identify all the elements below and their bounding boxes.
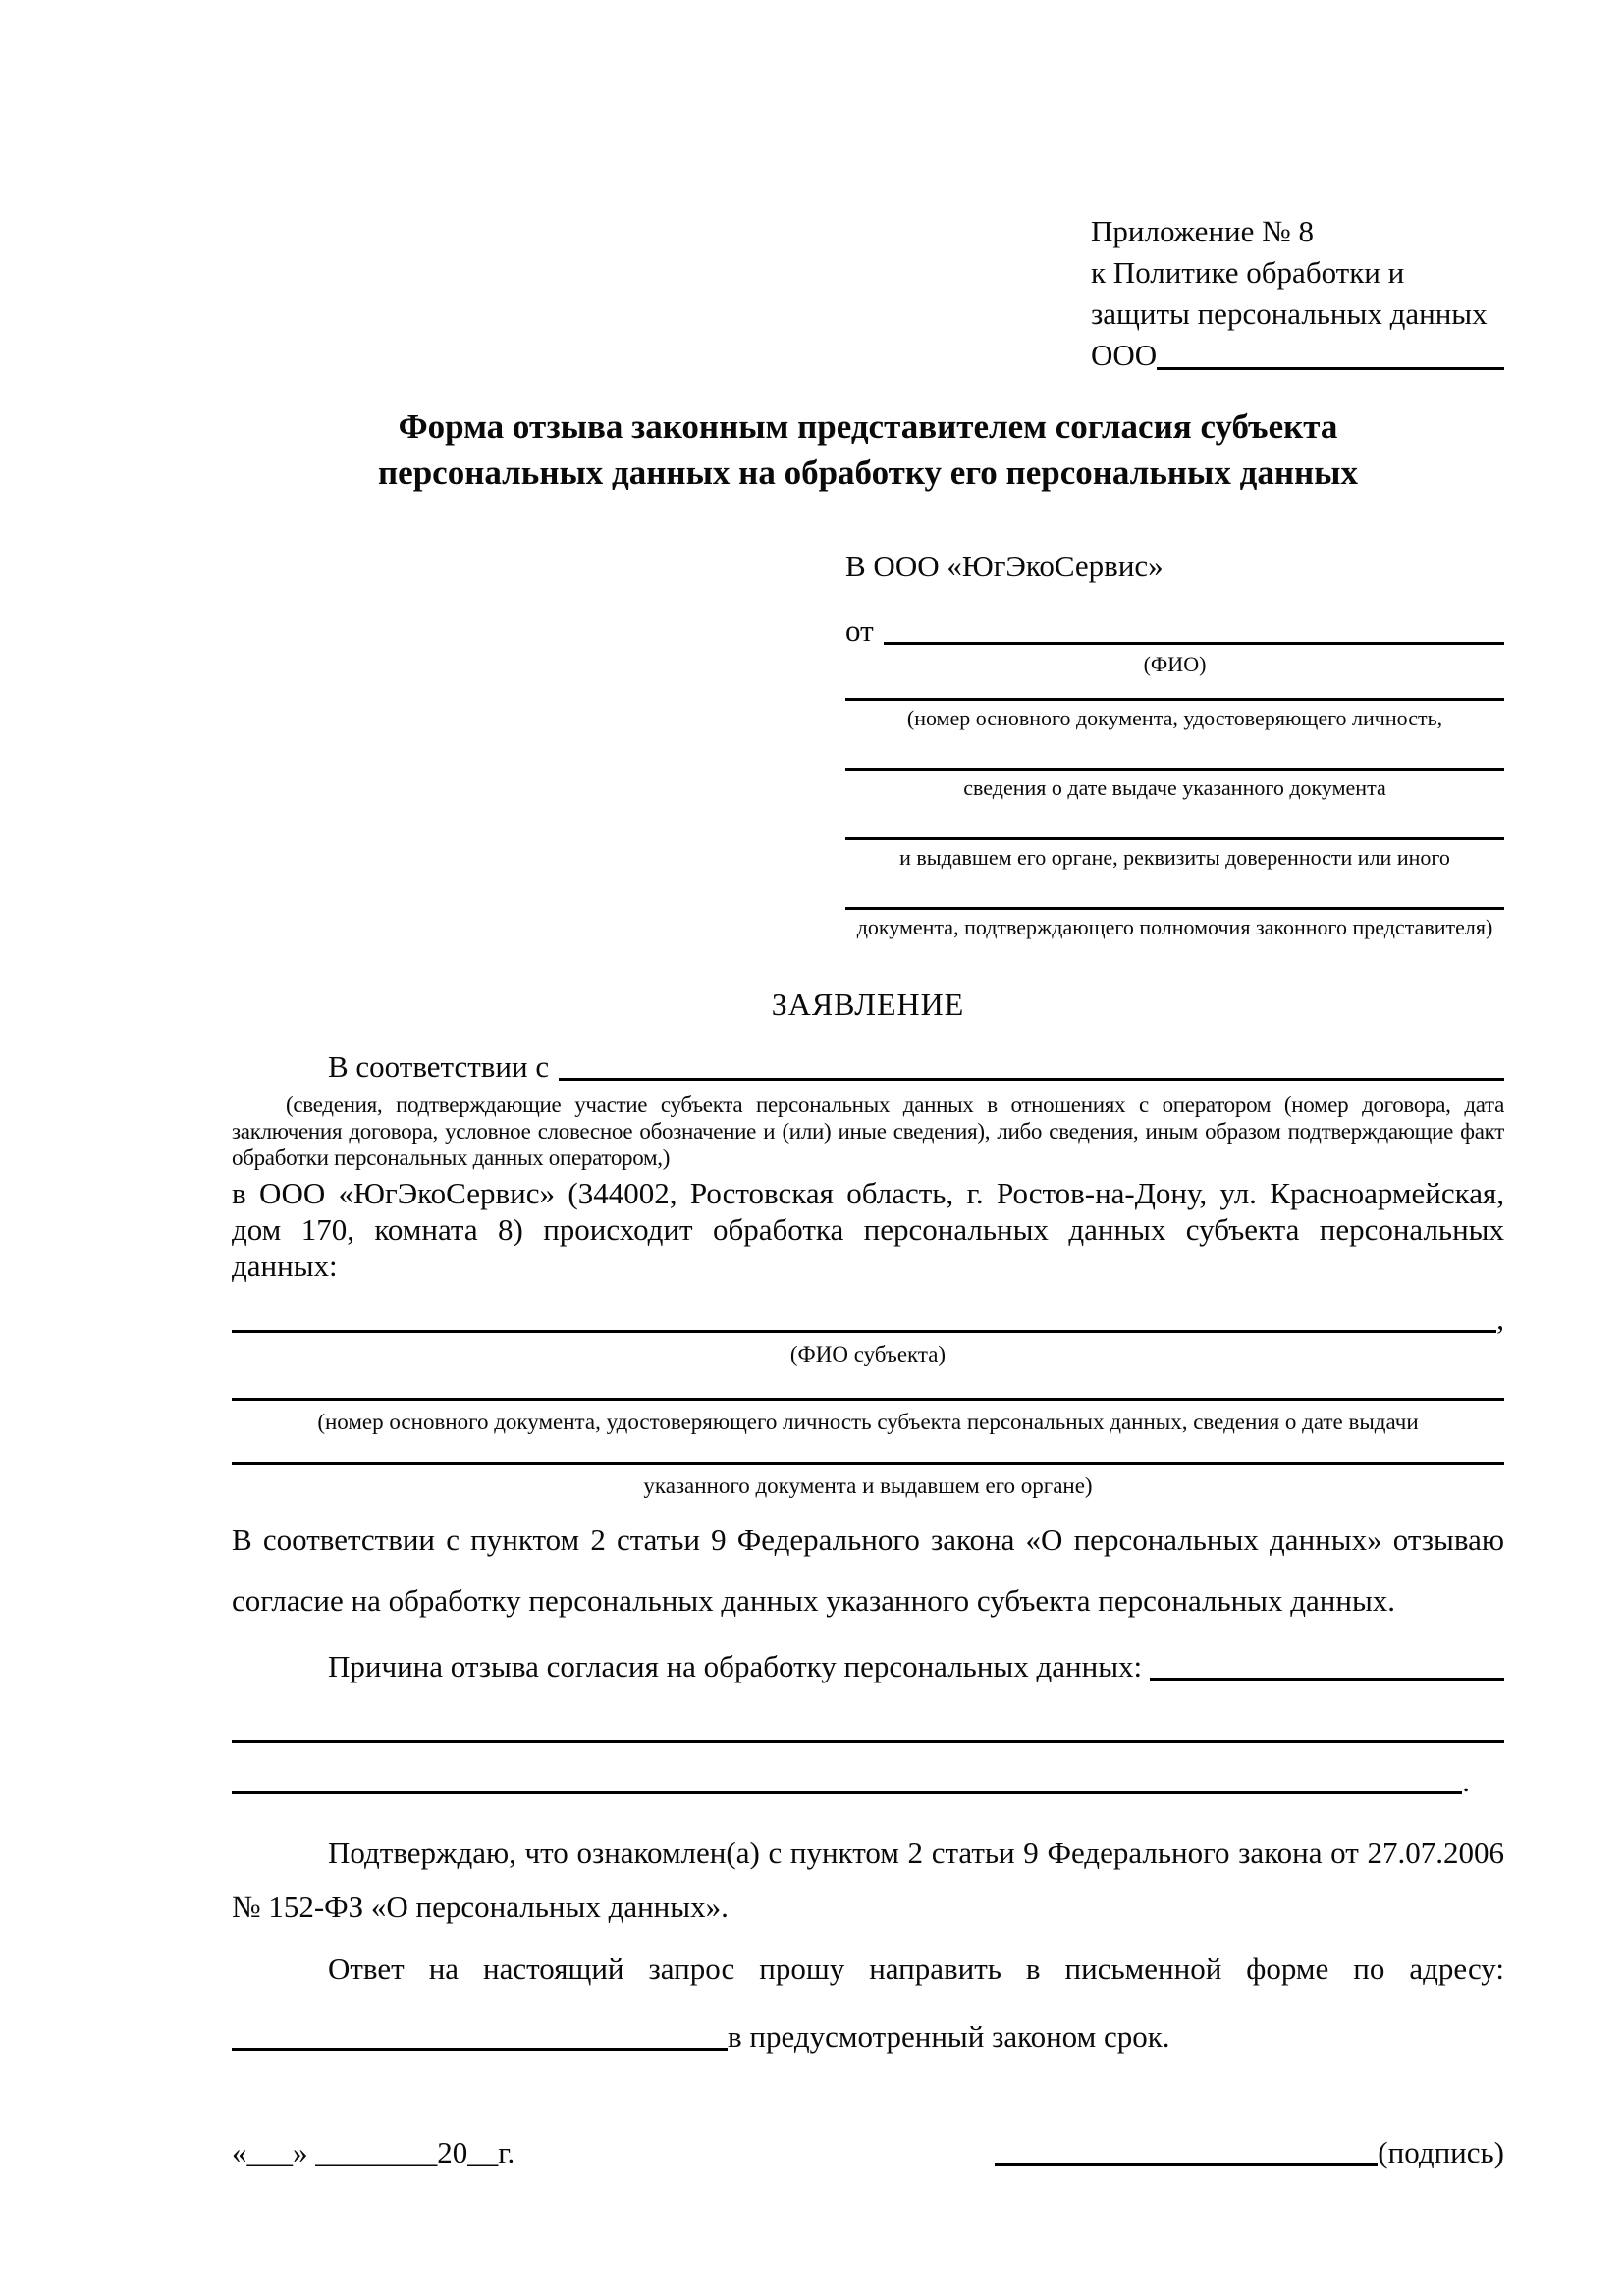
in-accordance-row	[232, 1047, 1504, 1087]
subject-fio-caption: (ФИО субъекта)	[789, 1342, 947, 1366]
appendix-policy-line-2: защиты персональных данных	[1091, 296, 1488, 331]
reply-paragraph: Ответ на настоящий запрос прошу направить в письменной форме по адресу:	[328, 1951, 1504, 1986]
appendix-number: Приложение № 8	[1091, 214, 1314, 248]
blank-field	[845, 768, 1504, 802]
confirm-paragraph: Подтверждаю, что ознакомлен(а) с пунктом 2 статьи 9 Федерального закона от 27.07.2006 № 152-ФЗ «О персональных данных».	[232, 1836, 1504, 1924]
company-label: ООО	[1091, 338, 1158, 372]
comma-mark: ,	[1496, 1302, 1504, 1336]
company-name-blank	[1157, 367, 1504, 370]
from-label: от	[845, 614, 874, 648]
signature-caption: (подпись)	[1378, 2135, 1504, 2169]
appendix-header	[1091, 211, 1504, 376]
blank-line	[845, 837, 1504, 840]
appendix-policy-line: к Политике обработки и	[1091, 255, 1405, 290]
signature-block	[995, 2133, 1504, 2172]
blank-field	[845, 907, 1504, 941]
paragraph-indent	[232, 1647, 328, 1686]
subject-doc-blank-line	[232, 1398, 1504, 1401]
blank-field	[845, 837, 1504, 872]
blank-line	[845, 907, 1504, 910]
company-blank-row	[1091, 335, 1504, 376]
statement-heading: ЗАЯВЛЕНИЕ	[771, 987, 965, 1022]
in-accordance-label: В соответствии с	[328, 1049, 550, 1084]
blank-caption: документа, подтверждающего полномочия законного представителя)	[856, 915, 1493, 939]
reason-blank	[1150, 1678, 1504, 1681]
fio-caption: (ФИО)	[1143, 652, 1207, 676]
reply-address-blank	[232, 2048, 728, 2051]
subject-doc-caption-2: указанного документа и выдавшем его органе)	[643, 1473, 1093, 1498]
blank-caption: сведения о дате выдаче указанного документа	[963, 775, 1386, 800]
document-title	[232, 403, 1504, 496]
reason-row	[232, 1647, 1504, 1686]
signature-footer	[232, 2133, 1504, 2172]
reason-blank-line-2-row	[232, 1763, 1470, 1800]
date-blank-line: «___» ________20__г.	[232, 2135, 515, 2169]
blank-line	[845, 698, 1504, 701]
document-title-line-2: персональных данных на обработку его персональных данных	[378, 454, 1358, 492]
from-name-blank	[884, 642, 1504, 645]
reply-address-row	[232, 2017, 1504, 2056]
blank-field	[845, 698, 1504, 732]
signature-blank	[995, 2163, 1378, 2166]
reason-label: Причина отзыва согласия на обработку персональных данных:	[328, 1649, 1143, 1683]
blank-line	[845, 768, 1504, 771]
document-title-line-1: Форма отзыва законным представителем согласия субъекта	[398, 407, 1338, 446]
reason-blank-line-2	[232, 1791, 1462, 1794]
addressee-block	[845, 547, 1504, 941]
blank-caption: и выдавшем его органе, реквизиты доверенности или иного	[899, 845, 1450, 870]
operator-paragraph: в ООО «ЮгЭкоСервис» (344002, Ростовская область, г. Ростов-на-Дону, ул. Красноармейская, дом 170, комната 8) происходит обработка персональных данных субъекта персональных данных:	[232, 1176, 1504, 1283]
subject-doc-caption-1: (номер основного документа, удостоверяющего личность субъекта персональных данных, сведения о дате выдачи	[317, 1410, 1419, 1434]
blank-caption: (номер основного документа, удостоверяющего личность,	[906, 706, 1443, 730]
from-blank-row	[845, 612, 1504, 651]
reason-blank-line-1	[232, 1740, 1504, 1743]
reply-tail-text: в предусмотренный законом срок.	[728, 2019, 1170, 2054]
in-accordance-blank	[559, 1078, 1504, 1081]
addressee-company: В ООО «ЮгЭкоСервис»	[845, 549, 1164, 583]
subject-doc-blank-line-2	[232, 1462, 1504, 1465]
period-mark: .	[1462, 1764, 1470, 1798]
withdrawal-paragraph: В соответствии с пунктом 2 статьи 9 Федерального закона «О персональных данных» отзываю согласие на обработку персональных данных указанного субъекта персональных данных.	[232, 1522, 1504, 1618]
subject-fio-blank	[232, 1330, 1496, 1333]
subject-fio-blank-row	[232, 1300, 1504, 1339]
accordance-caption: (сведения, подтверждающие участие субъекта персональных данных в отношениях с оператором (номер договора, дата заключения договора, условное словесное обозначение и (или) иные сведения), либо сведения, иным образом подтверждающие факт обработки персональных данных оператором,)	[232, 1093, 1504, 1170]
paragraph-indent	[232, 1047, 328, 1087]
